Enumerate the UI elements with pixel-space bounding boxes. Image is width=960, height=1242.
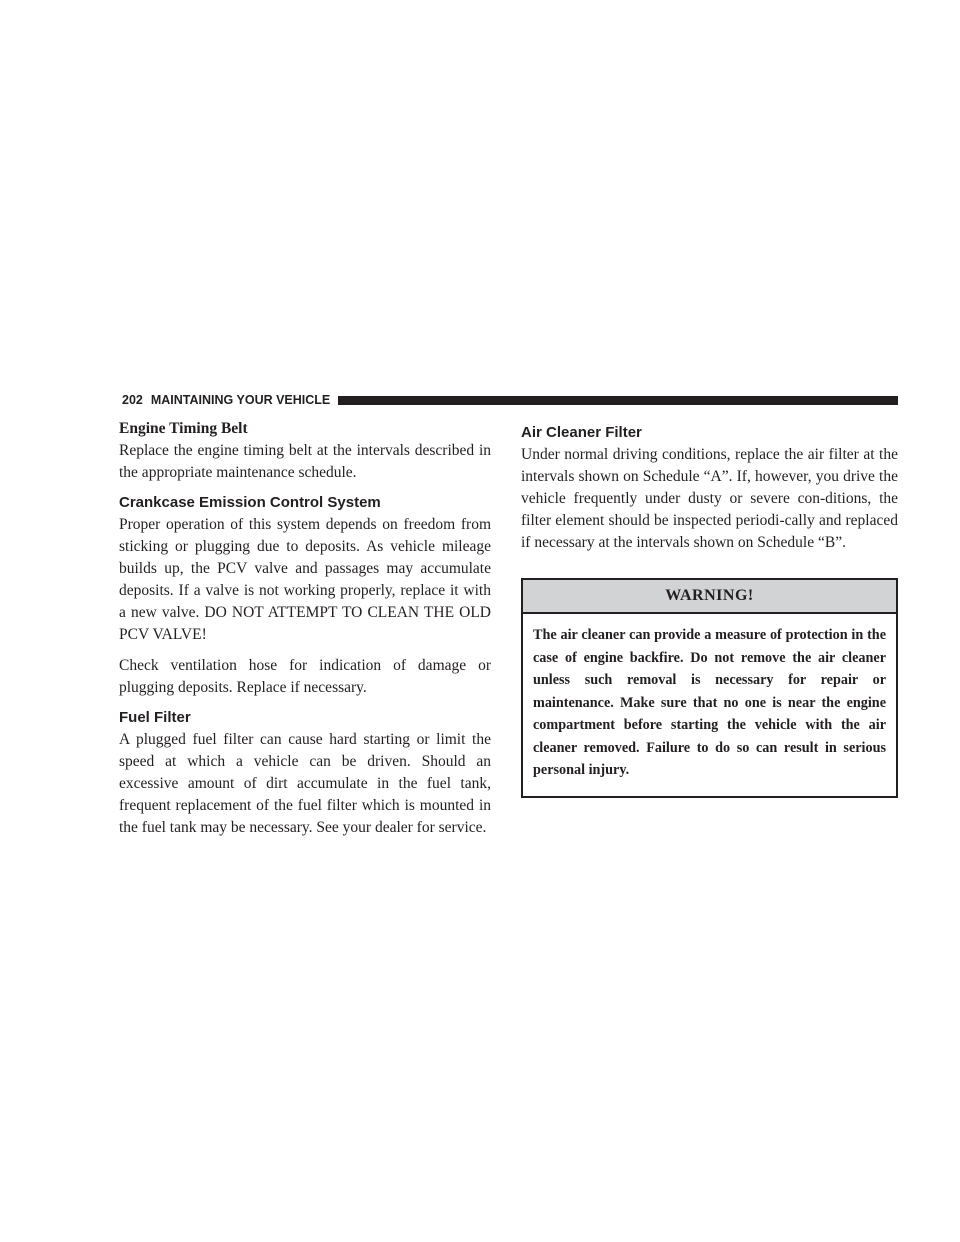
right-column [521, 418, 898, 798]
warning-title: WARNING! [523, 580, 896, 614]
crankcase-paragraph-2: Check ventilation hose for indication of damage or plugging deposits. Replace if necessary. [119, 657, 491, 696]
air-cleaner-text: Under normal driving conditions, replace the air filter at the intervals shown on Schedule “A”. If, however, you drive the vehicle frequently under dusty or severe con-ditions, the filter element should be inspected periodi-cally and replaced if necessary at the intervals shown on Schedule “B”. [521, 446, 898, 551]
crankcase-heading: Crankcase Emission Control System [119, 494, 381, 511]
page-header [122, 391, 898, 409]
section-title: MAINTAINING YOUR VEHICLE [150, 393, 331, 407]
warning-text: The air cleaner can provide a measure of protection in the case of engine backfire. Do not remove the air cleaner unless such removal is necessary for repair or maintenance. Make sure that no one is near the engine compartment before starting the vehicle with the air cleaner removed. Failure to do so can result in serious personal injury. [533, 627, 886, 778]
warning-box [521, 578, 898, 798]
timing-belt-heading: Engine Timing Belt [119, 420, 248, 437]
header-rule [338, 396, 898, 405]
air-cleaner-heading: Air Cleaner Filter [521, 424, 642, 441]
crankcase-paragraph-1: Proper operation of this system depends on freedom from sticking or plugging due to deposits. As vehicle mileage builds up, the PCV valve and passages may accumulate deposits. If a valve is not working properly, replace it with a new valve. DO NOT ATTEMPT TO CLEAN THE OLD PCV VALVE! [119, 516, 491, 643]
left-column [119, 418, 491, 848]
fuel-filter-text: A plugged fuel filter can cause hard starting or limit the speed at which a vehicle can be driven. Should an excessive amount of dirt accumulate in the fuel tank, frequent replacement of the fuel filter which is mounted in the fuel tank may be necessary. See your dealer for service. [119, 731, 491, 836]
timing-belt-text: Replace the engine timing belt at the intervals described in the appropriate maintenance schedule. [119, 442, 491, 481]
page-number: 202 [122, 393, 143, 407]
fuel-filter-heading: Fuel Filter [119, 709, 191, 726]
